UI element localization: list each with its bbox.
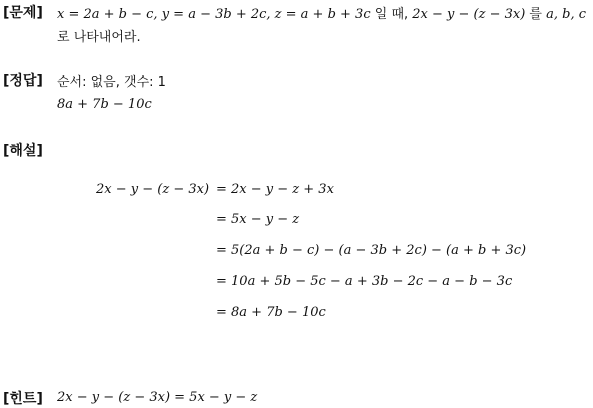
solution-label: [해설] [3, 143, 43, 159]
answer-label: [정답] [3, 73, 43, 89]
problem-variables: a, b, c [546, 7, 587, 22]
solution-step: = 10a + 5b − 5c − a + 3b − 2c − a − b − 3c [216, 274, 513, 289]
problem-target-expression: 2x − y − (z − 3x) [412, 7, 526, 22]
hint-label: [힌트] [3, 391, 43, 407]
answer-expression: 8a + 7b − 10c [57, 97, 152, 112]
hint-expression: 2x − y − (z − 3x) = 5x − y − z [57, 390, 258, 405]
answer-meta: 순서: 없음, 갯수: 1 [57, 75, 166, 90]
problem-connector-text-2: 를 [525, 7, 547, 22]
solution-step: = 2x − y − z + 3x [216, 182, 334, 197]
solution-step: = 5(2a + b − c) − (a − 3b + 2c) − (a + b + 3c) [216, 243, 527, 258]
problem-statement-line-1 [57, 3, 586, 22]
problem-label: [문제] [3, 5, 43, 21]
problem-definitions: x = 2a + b − c, y = a − 3b + 2c, z = a + b + 3c [57, 7, 371, 22]
solution-step: = 5x − y − z [216, 212, 300, 227]
problem-connector-text: 일 때, [370, 7, 413, 22]
solution-step: = 8a + 7b − 10c [216, 305, 326, 320]
problem-statement-line-2: 로 나타내어라. [57, 30, 141, 45]
solution-lhs: 2x − y − (z − 3x) [96, 182, 210, 197]
